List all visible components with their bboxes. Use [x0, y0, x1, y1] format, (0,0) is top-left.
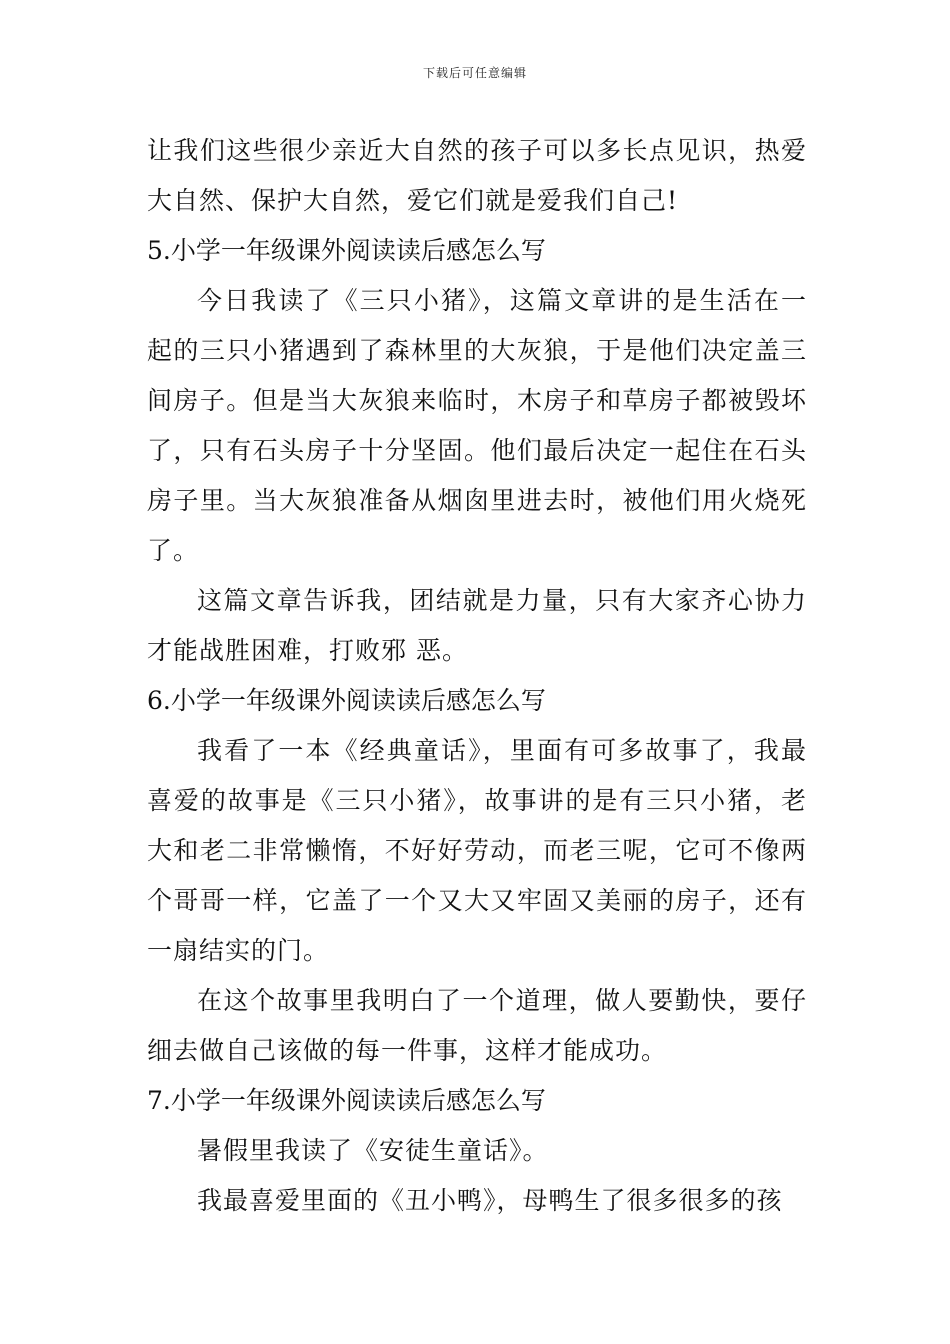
paragraph: 这篇文章告诉我，团结就是力量，只有大家齐心协力才能战胜困难，打败邪 恶。	[147, 586, 807, 665]
paragraph: 在这个故事里我明白了一个道理，做人要勤快，要仔细去做自己该做的每一件事，这样才能成功。	[147, 986, 807, 1065]
paragraph: 今日我读了《三只小猪》，这篇文章讲的是生活在一起的三只小猪遇到了森林里的大灰狼，于是他们决定盖三间房子。但是当大灰狼来临时，木房子和草房子都被毁坏了，只有石头房子十分坚固。他们最后决定一起住在石头房子里。当大灰狼准备从烟囱里进去时，被他们用火烧死了。	[147, 286, 807, 565]
paragraph: 暑假里我读了《安徒生童话》。	[197, 1136, 549, 1165]
paragraph-continuation: 让我们这些很少亲近大自然的孩子可以多长点见识，热爱大自然、保护大自然，爱它们就是爱我们自己!	[147, 136, 807, 215]
paragraph: 我最喜爱里面的《丑小鸭》，母鸭生了很多很多的孩	[197, 1186, 783, 1215]
paragraph: 我看了一本《经典童话》，里面有可多故事了，我最喜爱的故事是《三只小猪》，故事讲的是有三只小猪，老大和老二非常懒惰，不好好劳动，而老三呢，它可不像两个哥哥一样，它盖了一个又大又牢固又美丽的房子，还有一扇结实的门。	[147, 736, 807, 965]
section-heading-6: 6.小学一年级课外阅读读后感怎么写	[147, 686, 546, 715]
page-header-note: 下载后可任意编辑	[422, 66, 527, 80]
section-heading-5: 5.小学一年级课外阅读读后感怎么写	[147, 236, 546, 265]
document-body	[147, 126, 807, 1226]
section-heading-7: 7.小学一年级课外阅读读后感怎么写	[147, 1086, 546, 1115]
